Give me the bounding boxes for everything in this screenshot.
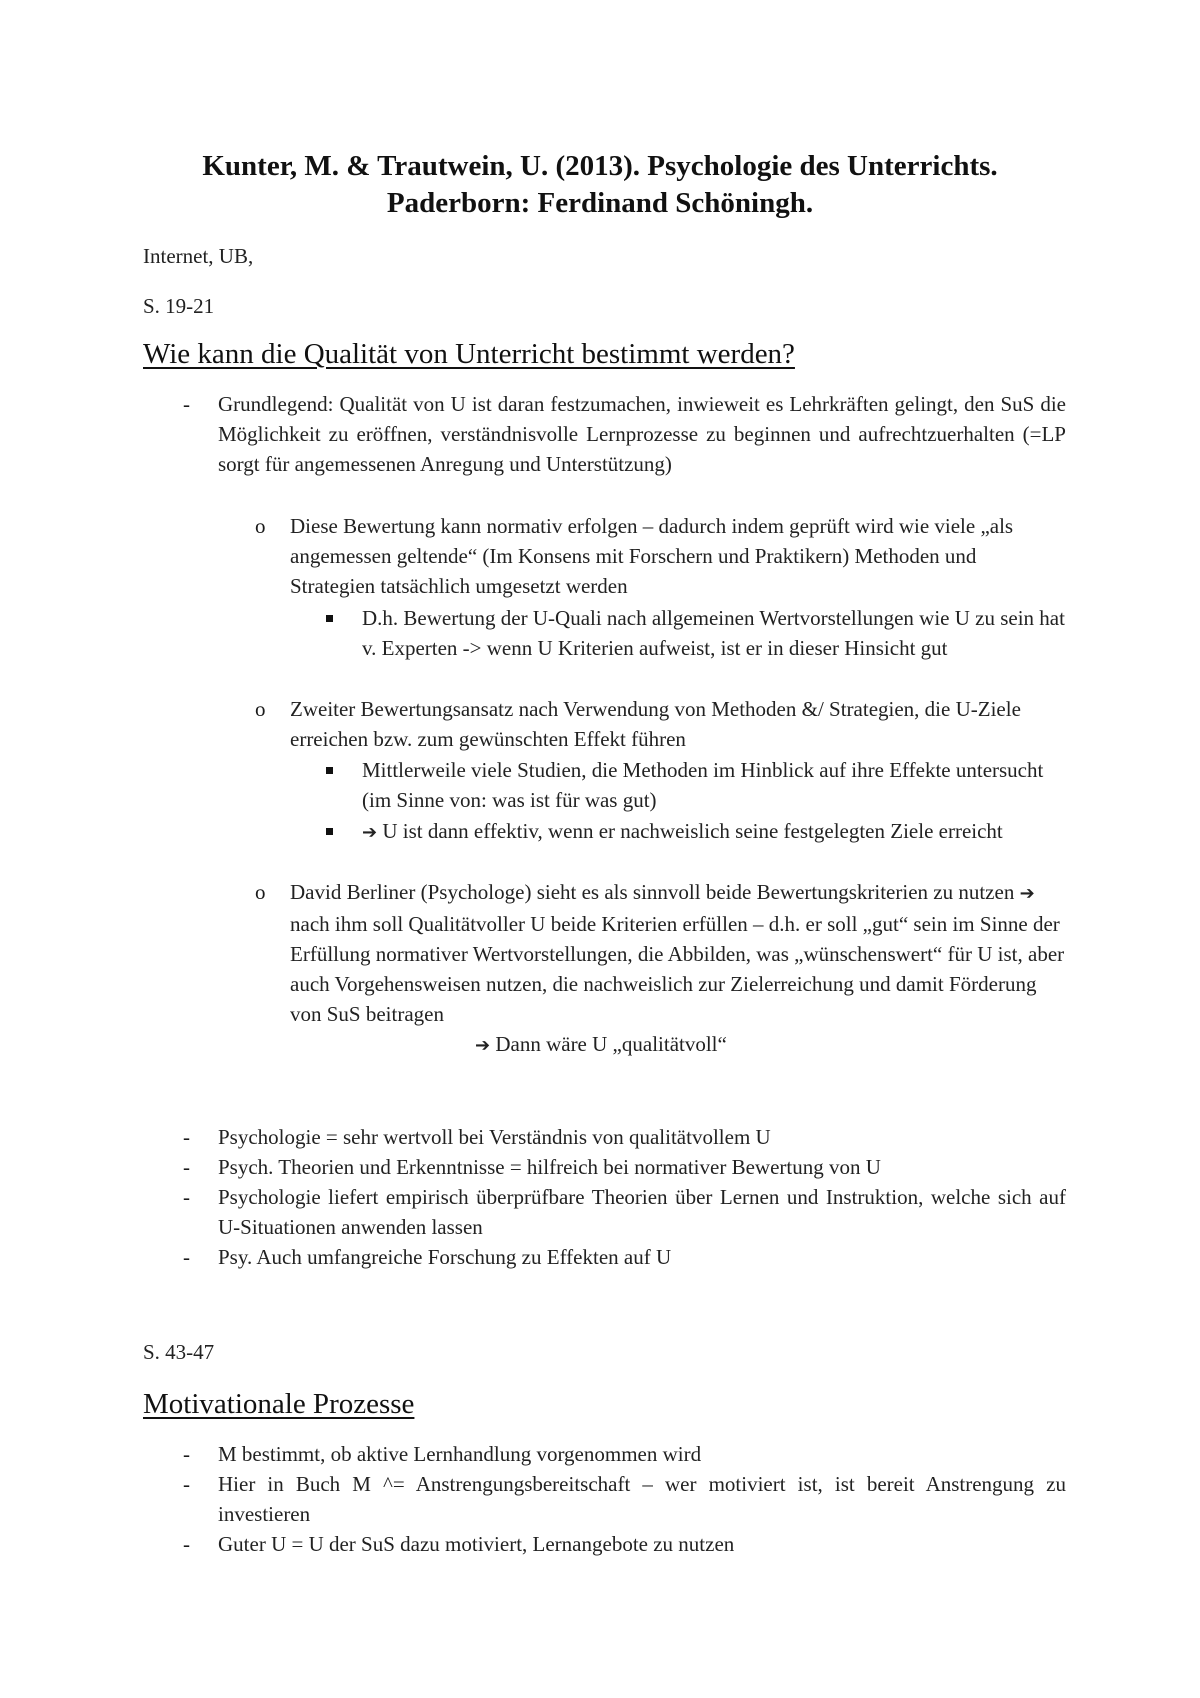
bullet-psych-theories: Psych. Theorien und Erkenntnisse = hilfreich bei normativer Bewertung von U bbox=[218, 1155, 881, 1179]
arrow-icon: ➔ bbox=[362, 822, 378, 843]
dash-marker: - bbox=[183, 1185, 190, 1209]
dash-marker: - bbox=[183, 1245, 190, 1269]
square-bullet-icon bbox=[326, 816, 333, 846]
section-heading-quality: Wie kann die Qualität von Unterricht bestimmt werden? bbox=[143, 338, 795, 370]
title-line-2: Paderborn: Ferdinand Schöningh. bbox=[386, 187, 814, 219]
title-line-1: Kunter, M. & Trautwein, U. (2013). Psychologie des Unterrichts. bbox=[202, 150, 998, 182]
sub-point-effective-text: U ist dann effektiv, wenn er nachweislich seine festgelegten Ziele erreicht bbox=[382, 819, 1003, 843]
bullet-research: Psy. Auch umfangreiche Forschung zu Effekten auf U bbox=[218, 1245, 672, 1269]
berliner-text-b: nach ihm soll Qualitätvoller U beide Kriterien erfüllen – d.h. er soll „gut“ sein im Sinne der Erfüllung normativer Wertvorstellungen, die Abbilden, was „wünschenswert“ für U ist, aber auch Vorgehensweisen nutzen, die nachweislich zur Zielerreichung und damit Förderung von SuS beitragen bbox=[290, 912, 1065, 1026]
sub-bullet-effect: Zweiter Bewertungsansatz nach Verwendung von Methoden &/ Strategien, die U-Ziele erreichen bzw. zum gewünschten Effekt führen bbox=[290, 697, 1021, 751]
bullet-quality-definition: Grundlegend: Qualität von U ist daran festzumachen, inwieweit es Lehrkräften gelingt, den SuS die Möglichkeit zu eröffnen, verständnisvolle Lernprozesse zu beginnen und aufrechtzuerhalten (=LP sorgt für angemessenen Anregung und Unterstützung) bbox=[218, 392, 1066, 476]
source-note: Internet, UB, bbox=[143, 244, 254, 268]
dash-marker: - bbox=[183, 1125, 190, 1149]
page-reference-1: S. 19-21 bbox=[143, 294, 215, 318]
sub-bullet-berliner bbox=[290, 877, 1066, 1029]
dash-marker: - bbox=[183, 1472, 190, 1496]
dash-marker: - bbox=[183, 392, 190, 416]
conclusion-text: Dann wäre U „qualitätvoll“ bbox=[495, 1032, 727, 1056]
bullet-motivation-action: M bestimmt, ob aktive Lernhandlung vorgenommen wird bbox=[218, 1442, 702, 1466]
arrow-icon: ➔ bbox=[1019, 883, 1035, 904]
dash-marker: - bbox=[183, 1155, 190, 1179]
sub-point-effective bbox=[362, 816, 1066, 848]
square-bullet-icon bbox=[326, 603, 333, 633]
bullet-empirical-theories: Psychologie liefert empirisch überprüfbare Theorien über Lernen und Instruktion, welche sich auf U-Situationen anwenden lassen bbox=[218, 1185, 1066, 1239]
conclusion-line bbox=[475, 1029, 875, 1061]
square-bullet-icon bbox=[326, 755, 333, 785]
sub-point-normative: D.h. Bewertung der U-Quali nach allgemeinen Wertvorstellungen wie U zu sein hat v. Experten -> wenn U Kriterien aufweist, ist er in dieser Hinsicht gut bbox=[362, 606, 1065, 660]
dash-marker: - bbox=[183, 1532, 190, 1556]
page-reference-2: S. 43-47 bbox=[143, 1340, 215, 1364]
circle-marker: o bbox=[255, 880, 266, 904]
section-heading-motivation: Motivationale Prozesse bbox=[143, 1388, 415, 1420]
bullet-good-teaching: Guter U = U der SuS dazu motiviert, Lernangebote zu nutzen bbox=[218, 1532, 735, 1556]
berliner-text-a: David Berliner (Psychologe) sieht es als sinnvoll beide Bewertungskriterien zu nutzen bbox=[290, 880, 1015, 904]
arrow-icon: ➔ bbox=[475, 1035, 491, 1056]
bullet-effort: Hier in Buch M ^= Anstrengungsbereitschaft – wer motiviert ist, ist bereit Anstrengung zu investieren bbox=[218, 1472, 1066, 1526]
sub-bullet-normative: Diese Bewertung kann normativ erfolgen – dadurch indem geprüft wird wie viele „als angemessen geltende“ (Im Konsens mit Forschern und Praktikern) Methoden und Strategien tatsächlich umgesetzt werden bbox=[290, 514, 1014, 598]
circle-marker: o bbox=[255, 514, 266, 538]
dash-marker: - bbox=[183, 1442, 190, 1466]
bullet-psychology-value: Psychologie = sehr wertvoll bei Verständnis von qualitätvollem U bbox=[218, 1125, 771, 1149]
sub-point-studies: Mittlerweile viele Studien, die Methoden im Hinblick auf ihre Effekte untersucht (im Sinne von: was ist für was gut) bbox=[362, 758, 1044, 812]
circle-marker: o bbox=[255, 697, 266, 721]
